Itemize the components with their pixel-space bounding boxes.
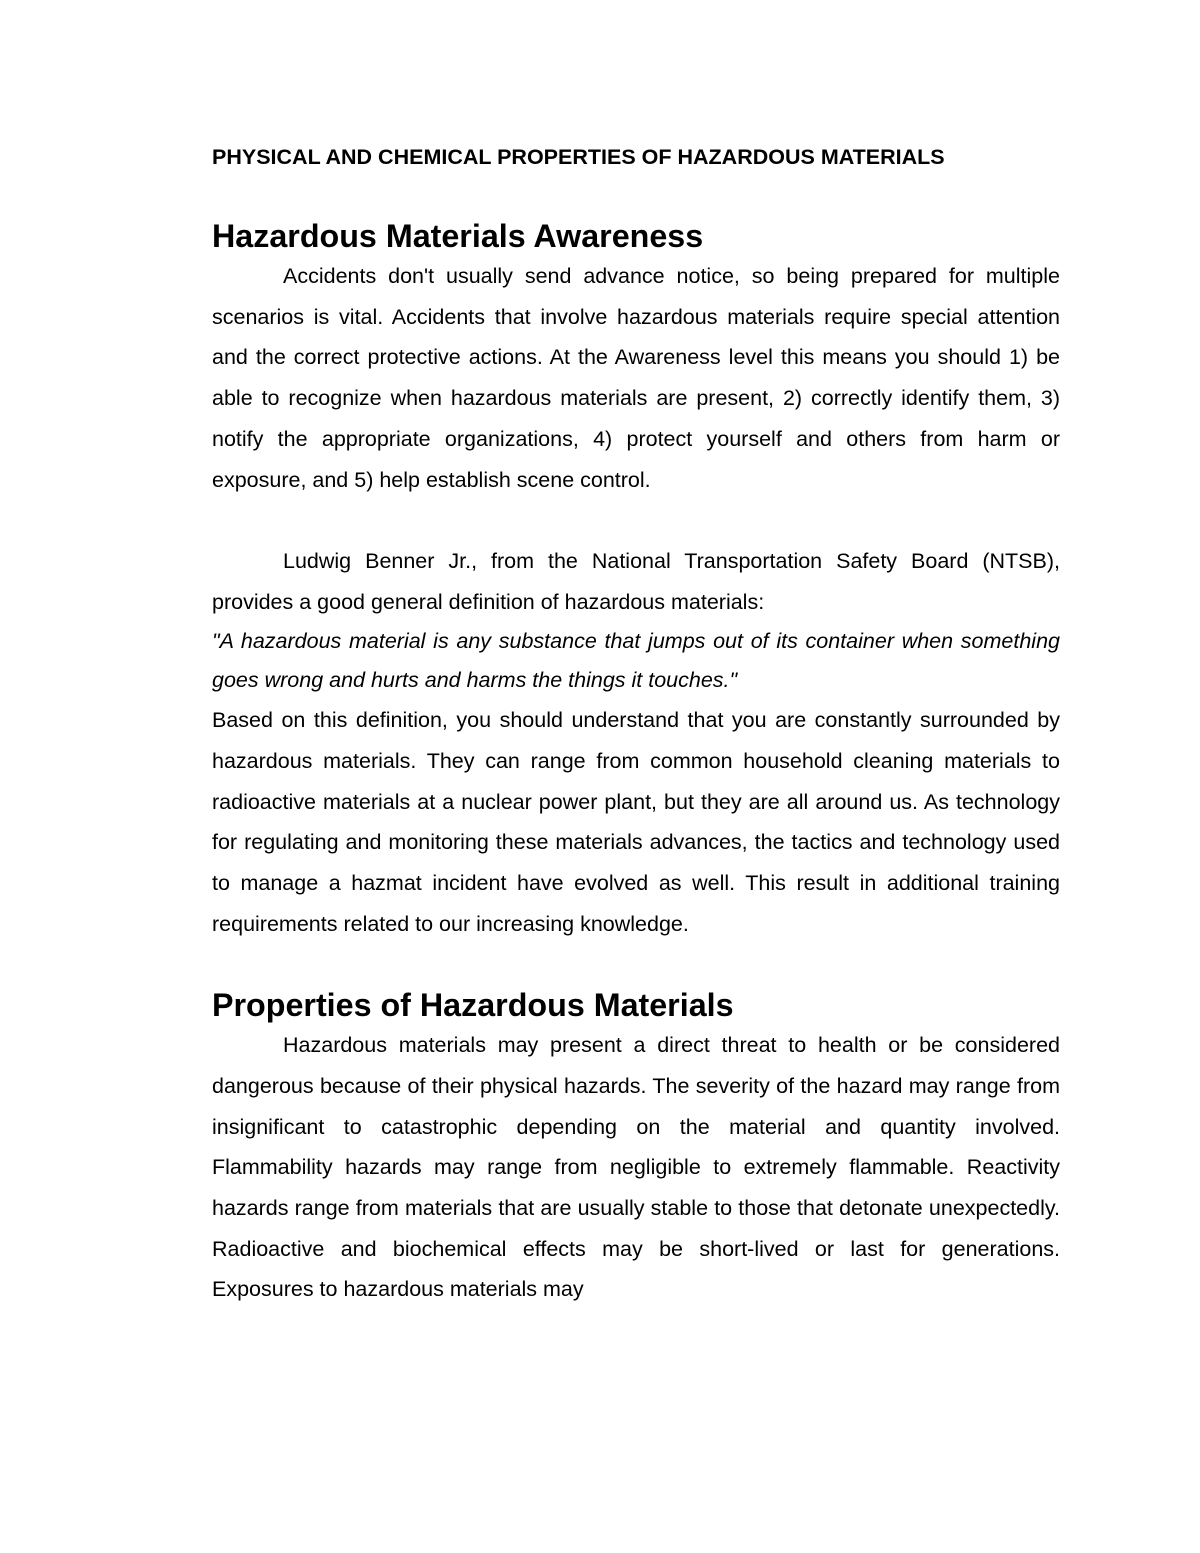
definition-explanation-paragraph: Based on this definition, you should understand that you are constantly surrounded by hazardous materials. They can range from common household cleaning materials to radioactive materials at a nuclear power plant, but they are all around us. As technology for regulating and monitoring these materials advances, the tactics and technology used to manage a hazmat incident have evolved as well. This result in additional training requirements related to our increasing knowledge.	[212, 708, 1060, 936]
spacer	[212, 177, 1060, 216]
definition-quote: "A hazardous material is any substance that jumps out of its container when something goes wrong and hurts and harms the things it touches."	[212, 629, 1060, 693]
section-heading-awareness: Hazardous Materials Awareness	[212, 218, 704, 254]
awareness-paragraph: Accidents don't usually send advance notice, so being prepared for multiple scenarios is vital. Accidents that involve hazardous materials require special attention and the correct protective actions. At the Awareness level this means you should 1) be able to recognize when hazardous materials are present, 2) correctly identify them, 3) notify the appropriate organizations, 4) protect yourself and others from harm or exposure, and 5) help establish scene control.	[212, 264, 1060, 492]
spacer	[212, 945, 1060, 986]
properties-paragraph: Hazardous materials may present a direct threat to health or be considered dangerous because of their physical hazards. The severity of the hazard may range from insignificant to catastrophic depending on the material and quantity involved. Flammability hazards may range from negligible to extremely flammable. Reactivity hazards range from materials that are usually stable to those that detonate unexpectedly. Radioactive and biochemical effects may be short-lived or last for generations. Exposures to hazardous materials may	[212, 1033, 1060, 1302]
section-heading-properties: Properties of Hazardous Materials	[212, 987, 734, 1024]
document-page	[212, 137, 1060, 1310]
spacer	[212, 500, 1060, 541]
benner-paragraph: Ludwig Benner Jr., from the National Transportation Safety Board (NTSB), provides a good general definition of hazardous materials:	[212, 548, 1060, 614]
document-title: PHYSICAL AND CHEMICAL PROPERTIES OF HAZARDOUS MATERIALS	[212, 145, 945, 169]
